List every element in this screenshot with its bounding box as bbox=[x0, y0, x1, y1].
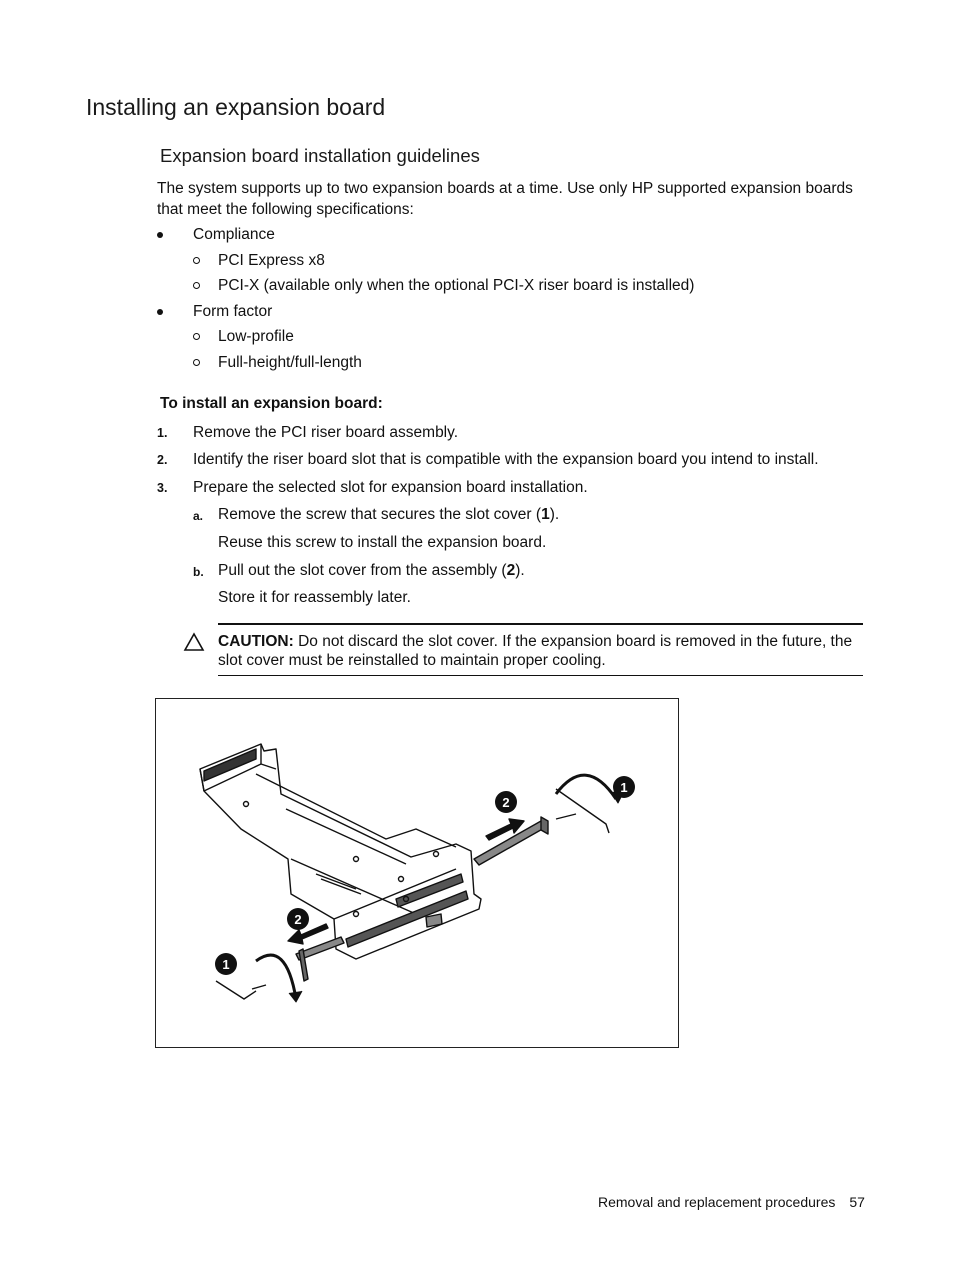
callout-1-top bbox=[613, 776, 635, 798]
caution-top-rule bbox=[218, 623, 863, 625]
riser-assembly-illustration bbox=[156, 699, 678, 1047]
circle-bullet-icon bbox=[193, 282, 200, 289]
circle-bullet-icon bbox=[193, 257, 200, 264]
substep-note: Reuse this screw to install the expansion board. bbox=[218, 534, 547, 551]
caution-box bbox=[183, 623, 863, 676]
bullet-dot-icon bbox=[157, 232, 163, 238]
caution-triangle-icon bbox=[183, 632, 205, 652]
page-footer bbox=[598, 1194, 865, 1210]
callout-1-bottom bbox=[215, 953, 237, 975]
caution-text: CAUTION: Do not discard the slot cover. If the expansion board is removed in the future, the slot cover must be reinstalled to maintain proper cooling. bbox=[218, 633, 853, 669]
callout-label: 1 bbox=[222, 957, 230, 972]
intro-paragraph: The system supports up to two expansion boards at a time. Use only HP supported expansion boards that meet the following specifications: bbox=[157, 180, 853, 218]
callout-2-top bbox=[495, 791, 517, 813]
callout-2-bottom bbox=[287, 908, 309, 930]
bullet-dot-icon bbox=[157, 309, 163, 315]
footer-section: Removal and replacement procedures bbox=[598, 1194, 836, 1210]
page-number: 57 bbox=[849, 1194, 865, 1210]
procedure-title: To install an expansion board: bbox=[160, 395, 383, 412]
circle-bullet-icon bbox=[193, 359, 200, 366]
callout-label: 1 bbox=[620, 780, 628, 795]
section-subtitle: Expansion board installation guidelines bbox=[160, 145, 480, 166]
page-title: Installing an expansion board bbox=[86, 94, 386, 120]
caution-bottom-rule bbox=[218, 675, 863, 676]
callout-label: 2 bbox=[502, 795, 510, 810]
expansion-slot-figure bbox=[155, 698, 679, 1048]
substep-note: Store it for reassembly later. bbox=[218, 589, 411, 606]
callout-label: 2 bbox=[294, 912, 302, 927]
circle-bullet-icon bbox=[193, 333, 200, 340]
